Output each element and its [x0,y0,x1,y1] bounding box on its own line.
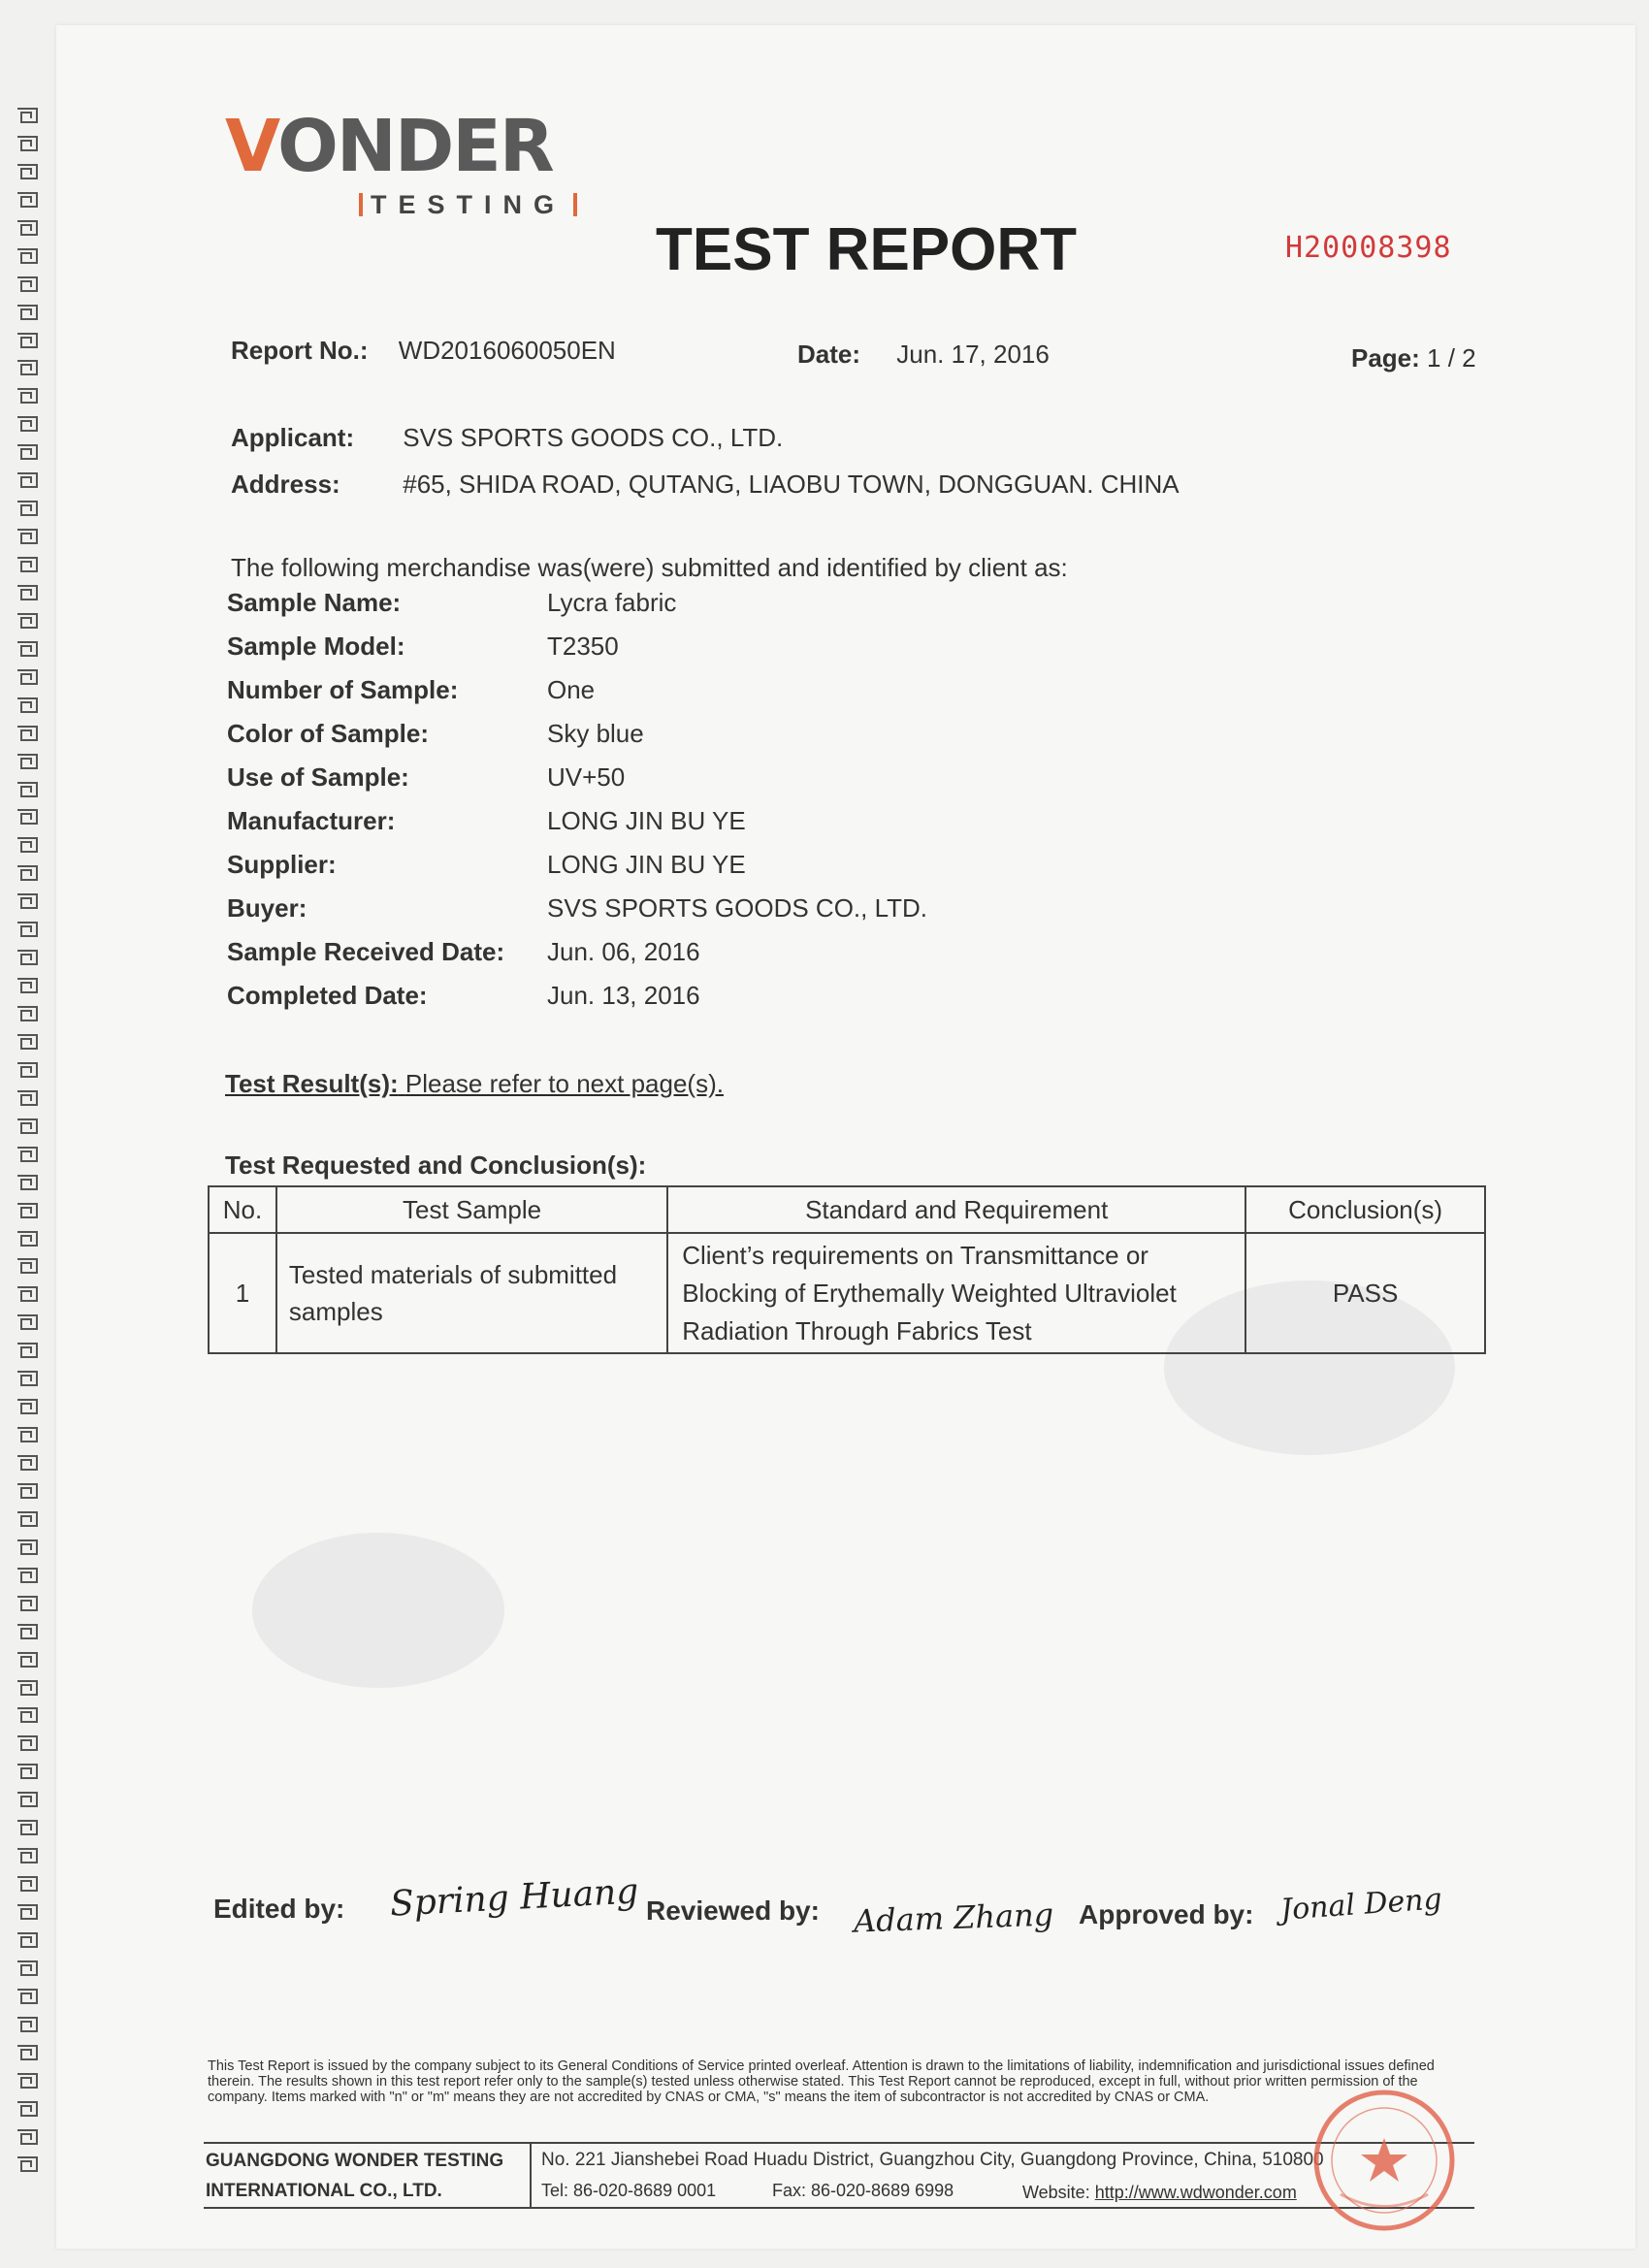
intro-text: The following merchandise was(were) submitted and identified by client as: [231,553,1068,582]
binding-pattern-mark [16,725,39,742]
field-label: Supplier: [227,850,337,879]
binding-pattern-mark [16,275,39,293]
binding-pattern-mark [16,1819,39,1836]
requirement-cell [667,1233,1245,1353]
footer-website [1022,2183,1297,2203]
field-value: UV+50 [547,762,626,792]
address-row [231,470,1180,500]
field-value: SVS SPORTS GOODS CO., LTD. [547,893,928,923]
binding-pattern-mark [16,1313,39,1331]
binding-pattern-mark [16,753,39,770]
page-number-row [1351,343,1476,373]
binding-pattern-mark [16,892,39,910]
table-header-row [209,1186,1485,1233]
approved-by-label: Approved by: [1079,1899,1254,1929]
binding-pattern-mark [16,2044,39,2061]
binding-pattern-mark [16,781,39,798]
footer-company [206,2146,503,2206]
test-sample-line: Tested materials of submitted [288,1260,618,1289]
column-header: No. [209,1186,276,1233]
report-date-row [797,340,1050,370]
paper-smudge [252,1533,504,1688]
row-number: 1 [209,1233,276,1353]
requirement-line: Client’s requirements on Transmittance or [682,1240,1148,1270]
binding-pattern-mark [16,387,39,405]
binding-pattern-mark [16,1510,39,1528]
field-value: Jun. 06, 2016 [547,937,700,966]
binding-pattern-mark [16,1257,39,1275]
binding-pattern-mark [16,500,39,517]
binding-pattern-mark [16,668,39,686]
test-result-line [225,1069,724,1099]
table-row [209,1233,1485,1353]
binding-pattern-mark [16,191,39,209]
binding-pattern-mark [16,415,39,433]
footer-address: No. 221 Jianshebei Road Huadu District, Guangzhou City, Guangdong Province, China, 510800 [541,2150,1324,2170]
field-label: Color of Sample: [227,719,430,748]
binding-pattern-mark [16,359,39,376]
page-title: TEST REPORT [656,216,1078,283]
column-header: Conclusion(s) [1245,1186,1485,1233]
address-value: #65, SHIDA ROAD, QUTANG, LIAOBU TOWN, DONGGUAN. CHINA [403,470,1180,499]
approved-by-signature: Jonal Deng [1278,1882,1443,1928]
footer-bottom-rule [204,2207,1474,2209]
binding-pattern-mark [16,1230,39,1247]
binding-pattern-mark [16,697,39,714]
field-label: Sample Name: [227,588,402,617]
binding-pattern-mark [16,1651,39,1669]
footer-divider [530,2142,532,2208]
conclusion-table [208,1185,1486,1354]
binding-pattern-mark [16,443,39,461]
field-value: Jun. 13, 2016 [547,981,700,1010]
field-label: Manufacturer: [227,806,396,835]
binding-pattern-mark [16,332,39,349]
binding-pattern-mark [16,1202,39,1219]
logo-subtitle: TESTING [371,190,566,219]
field-value: One [547,675,596,704]
binding-pattern-mark [16,219,39,237]
requirement-line: Radiation Through Fabrics Test [682,1315,1032,1345]
binding-pattern-mark [16,107,39,124]
binding-pattern-mark [16,1426,39,1443]
binding-pattern-mark [16,1454,39,1472]
requirement-line: Blocking of Erythemally Weighted Ultraviolet [682,1278,1177,1308]
binding-pattern-mark [16,163,39,180]
test-result-label: Test Result(s): [225,1069,399,1098]
field-value: T2350 [547,632,619,661]
field-label: Sample Model: [227,632,405,661]
binding-pattern-mark [16,2128,39,2146]
report-date-label: Date: [797,340,861,369]
binding-pattern-mark [16,949,39,966]
binding-pattern-mark [16,2016,39,2033]
binding-pattern-mark [16,612,39,630]
applicant-label: Applicant: [231,423,355,452]
report-number: WD2016060050EN [398,336,616,365]
field-label: Buyer: [227,893,307,923]
binding-pattern-mark [16,1539,39,1556]
binding-pattern-mark [16,1734,39,1752]
binding-pattern-mark [16,135,39,152]
reviewed-by-signature: Adam Zhang [853,1895,1054,1940]
sample-field-row [227,937,700,967]
reviewed-by-label: Reviewed by: [646,1895,820,1926]
report-number-label: Report No.: [231,336,369,365]
field-value: LONG JIN BU YE [547,850,746,879]
page-number: 1 / 2 [1427,343,1476,373]
binding-pattern-mark [16,1174,39,1191]
binding-pattern-mark [16,2100,39,2118]
binding-pattern-mark [16,1146,39,1163]
logo-mark: V [225,105,277,188]
binding-pattern-mark [16,1482,39,1500]
conclusion-heading: Test Requested and Conclusion(s): [225,1150,647,1180]
binding-pattern-mark [16,556,39,573]
test-sample-cell [276,1233,667,1353]
binding-pattern-mark [16,1903,39,1921]
website-link[interactable]: http://www.wdwonder.com [1094,2183,1297,2202]
binding-pattern-mark [16,1763,39,1780]
page-number-label: Page: [1351,343,1420,373]
binding-pattern-mark [16,1033,39,1051]
binding-pattern-mark [16,1118,39,1135]
binding-pattern-mark [16,1398,39,1415]
field-value: Lycra fabric [547,588,677,617]
disclaimer-text: This Test Report is issued by the company subject to its General Conditions of Service printed overleaf. Attention is drawn to the limitations of liability, indemnification and jurisdictional issues defined therein. The results shown in this test report refer only to the sample(s) tested unless otherwise stated. This Test Report cannot be reproduced, except in full, without prior written permission of the company. Items marked with "n" or "m" means they are not accredited by CNAS or CMA, "s" means the item of subcontractor is not accredited by CNAS or CMA. [208,2058,1435,2105]
address-label: Address: [231,470,340,499]
serial-number: H20008398 [1285,231,1452,265]
edited-by-signature: Spring Huang [389,1871,640,1925]
applicant-value: SVS SPORTS GOODS CO., LTD. [403,423,784,452]
sample-field-row [227,588,676,618]
binding-pattern-mark [16,471,39,489]
binding-pattern-mark [16,247,39,265]
sample-field-row [227,719,644,749]
binding-pattern-mark [16,584,39,601]
test-sample-line: samples [288,1297,383,1326]
binding-pattern-mark [16,808,39,826]
binding-pattern-mark [16,1285,39,1303]
binding-pattern-mark [16,1679,39,1697]
edited-by-label: Edited by: [213,1894,345,1924]
binding-pattern-mark [16,1061,39,1079]
binding-pattern-mark [16,1342,39,1359]
test-result-text: Please refer to next page(s). [404,1069,724,1098]
binding-pattern-mark [16,1567,39,1584]
binding-pattern-mark [16,1623,39,1640]
binding-pattern-mark [16,1960,39,1977]
field-label: Sample Received Date: [227,937,505,966]
binding-pattern-mark [16,1931,39,1949]
report-number-row [231,336,616,366]
binding-strip [0,107,54,2173]
conclusion-result: PASS [1245,1233,1485,1353]
column-header: Test Sample [276,1186,667,1233]
company-name-line2: INTERNATIONAL CO., LTD. [206,2181,442,2201]
report-date: Jun. 17, 2016 [896,340,1050,369]
binding-pattern-mark [16,1988,39,2005]
binding-pattern-mark [16,528,39,545]
field-label: Number of Sample: [227,675,459,704]
company-seal-stamp [1311,2088,1457,2233]
company-name-line1: GUANGDONG WONDER TESTING [206,2151,504,2171]
footer-fax: Fax: 86-020-8689 6998 [772,2181,954,2200]
binding-pattern-mark [16,1089,39,1107]
footer-top-rule [204,2142,1474,2144]
binding-pattern-mark [16,1005,39,1022]
sample-field-row [227,981,700,1011]
sample-field-row [227,850,746,880]
binding-pattern-mark [16,977,39,994]
footer-tel: Tel: 86-020-8689 0001 [541,2181,717,2200]
binding-pattern-mark [16,1847,39,1864]
website-label: Website: [1022,2183,1090,2202]
binding-pattern-mark [16,1595,39,1612]
binding-pattern-mark [16,1370,39,1387]
binding-pattern-mark [16,836,39,854]
applicant-row [231,423,783,453]
field-label: Completed Date: [227,981,428,1010]
sample-field-row [227,893,927,923]
binding-pattern-mark [16,864,39,882]
sample-field-row [227,632,619,662]
binding-pattern-mark [16,921,39,938]
binding-pattern-mark [16,304,39,321]
sample-field-row [227,806,746,836]
binding-pattern-mark [16,2155,39,2173]
field-value: LONG JIN BU YE [547,806,746,835]
binding-pattern-mark [16,1706,39,1724]
binding-pattern-mark [16,640,39,658]
binding-pattern-mark [16,2072,39,2090]
field-value: Sky blue [547,719,644,748]
sample-field-row [227,762,625,793]
column-header: Standard and Requirement [667,1186,1245,1233]
sample-field-row [227,675,595,705]
binding-pattern-mark [16,1791,39,1808]
logo-word: ONDER [276,105,553,188]
binding-pattern-mark [16,1875,39,1893]
field-label: Use of Sample: [227,762,409,792]
